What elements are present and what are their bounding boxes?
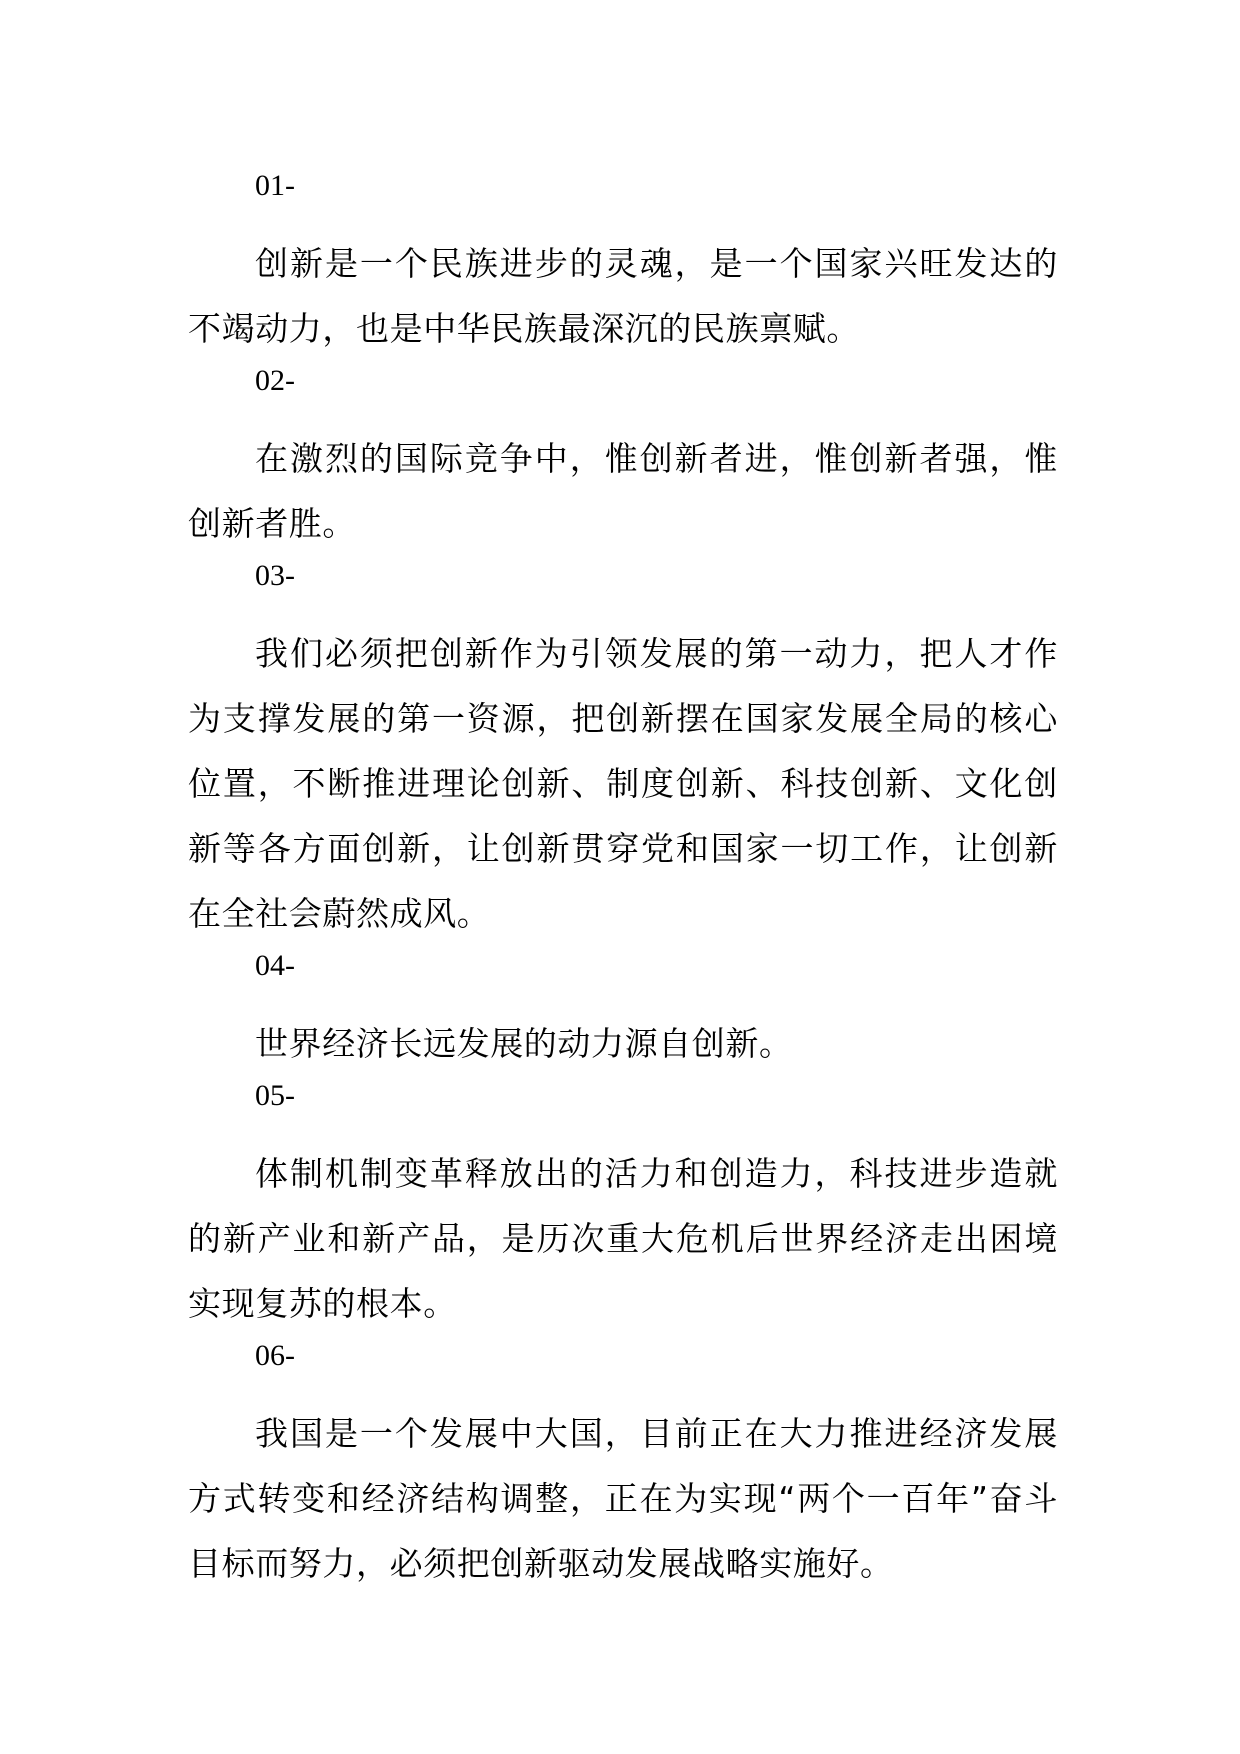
item-number: 02- — [255, 364, 295, 397]
item-number: 05- — [255, 1079, 295, 1112]
document-page — [188, 166, 1058, 1596]
item-paragraph: 我们必须把创新作为引领发展的第一动力，把人才作为支撑发展的第一资源，把创新摆在国家发展全局的核心位置，不断推进理论创新、制度创新、科技创新、文化创新等各方面创新，让创新贯穿党和国家一切工作，让创新在全社会蔚然成风。 — [188, 634, 1058, 933]
item-paragraph: 世界经济长远发展的动力源自创新。 — [255, 1024, 793, 1063]
item-number: 03- — [255, 559, 295, 592]
item-number: 01- — [255, 169, 295, 202]
item-paragraph: 我国是一个发展中大国，目前正在大力推进经济发展方式转变和经济结构调整，正在为实现“两个一百年”奋斗目标而努力，必须把创新驱动发展战略实施好。 — [188, 1414, 1058, 1583]
item-paragraph: 创新是一个民族进步的灵魂，是一个国家兴旺发达的不竭动力，也是中华民族最深沉的民族禀赋。 — [188, 244, 1058, 348]
item-number: 04- — [255, 949, 295, 982]
item-number: 06- — [255, 1339, 295, 1372]
item-paragraph: 体制机制变革释放出的活力和创造力，科技进步造就的新产业和新产品，是历次重大危机后世界经济走出困境实现复苏的根本。 — [188, 1154, 1058, 1323]
item-paragraph: 在激烈的国际竞争中，惟创新者进，惟创新者强，惟创新者胜。 — [188, 439, 1058, 543]
